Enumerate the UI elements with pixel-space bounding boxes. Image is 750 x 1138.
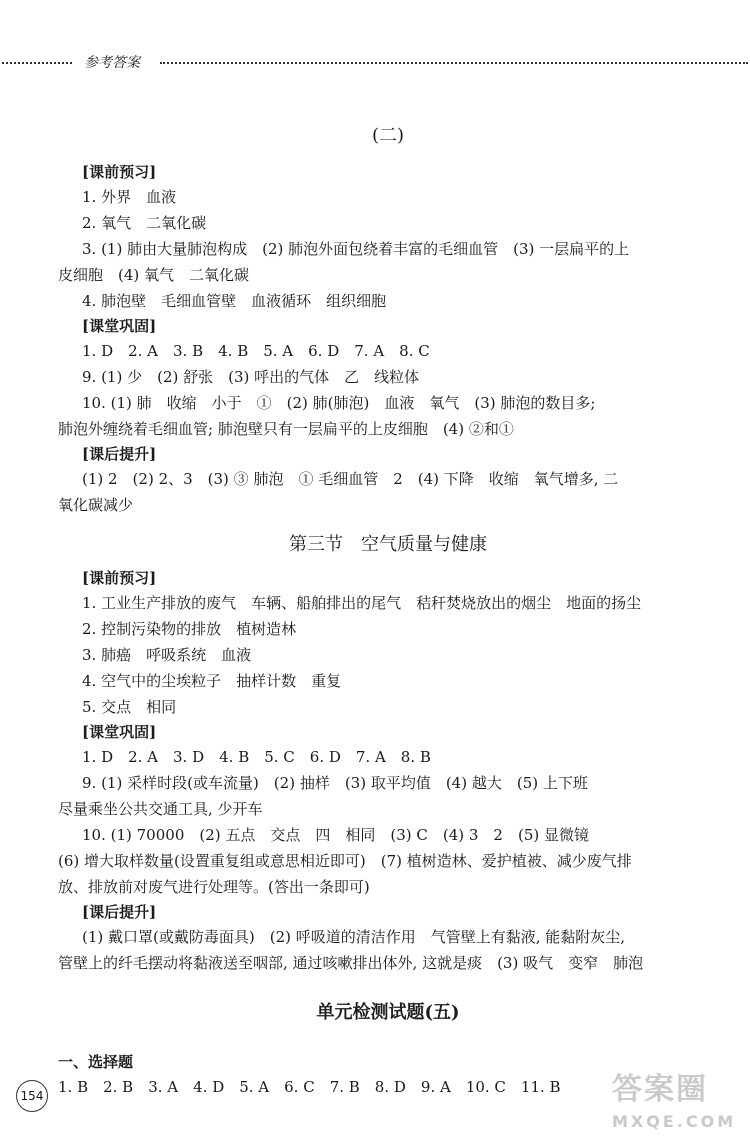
section-3-title: 第三节 空气质量与健康 [289, 534, 487, 555]
answer-line: 尽量乘坐公共交通工具, 少开车 [58, 800, 263, 818]
answer-line: 4. 肺泡壁 毛细血管壁 血液循环 组织细胞 [82, 292, 387, 310]
answer-line: 9. (1) 采样时段(或车流量) (2) 抽样 (3) 取平均值 (4) 越大 (5) 上下班 [82, 774, 588, 792]
answer-line: 10. (1) 肺 收缩 小于 ① (2) 肺(肺泡) 血液 氧气 (3) 肺泡的数目多; [82, 394, 596, 412]
answer-line: 放、排放前对废气进行处理等。(答出一条即可) [58, 878, 370, 896]
section-2-class-label: [课堂巩固] [82, 317, 157, 335]
answer-line: (6) 增大取样数量(设置重复组或意思相近即可) (7) 植树造林、爱护植被、减少废气排 [58, 852, 632, 870]
answer-line: 9. (1) 少 (2) 舒张 (3) 呼出的气体 乙 线粒体 [82, 368, 420, 386]
unit-choice-label: 一、选择题 [58, 1053, 134, 1071]
header-dots-left [2, 62, 72, 64]
answer-line: 2. 氧气 二氧化碳 [82, 214, 207, 232]
section-3-class-label: [课堂巩固] [82, 723, 157, 741]
section-2-post-label: [课后提升] [82, 445, 157, 463]
header-title: 参考答案 [84, 55, 140, 71]
answer-line: 1. 工业生产排放的废气 车辆、船舶排出的尾气 秸秆焚烧放出的烟尘 地面的扬尘 [82, 594, 642, 612]
section-3-post-label: [课后提升] [82, 903, 157, 921]
answer-line: 管壁上的纤毛摆动将黏液送至咽部, 通过咳嗽排出体外, 这就是痰 (3) 吸气 变窄 肺泡 [58, 954, 644, 972]
answer-line: 5. 交点 相同 [82, 698, 177, 716]
watermark-sub: MXQE.COM [612, 1112, 737, 1131]
header-dots-right [160, 62, 748, 64]
answer-line: 3. (1) 肺由大量肺泡构成 (2) 肺泡外面包绕着丰富的毛细血管 (3) 一层扁平的上 [82, 240, 630, 258]
unit-test-title: 单元检测试题(五) [316, 1002, 460, 1023]
watermark-logo [612, 1074, 736, 1138]
answer-line: 皮细胞 (4) 氧气 二氧化碳 [58, 266, 250, 284]
answer-line: 1. D 2. A 3. B 4. B 5. A 6. D 7. A 8. C [82, 342, 430, 360]
answer-line: 1. 外界 血液 [82, 188, 177, 206]
answer-line: 氧化碳减少 [58, 496, 134, 514]
page-number-badge: 154 [16, 1080, 48, 1112]
answer-line: 3. 肺癌 呼吸系统 血液 [82, 646, 252, 664]
answer-line: (1) 2 (2) 2、3 (3) ③ 肺泡 ① 毛细血管 2 (4) 下降 收缩 氧气增多, 二 [82, 470, 619, 488]
watermark-main: 答案圈 [612, 1072, 708, 1107]
page-header [0, 50, 750, 74]
section-2-title: (二) [371, 125, 405, 146]
answer-line: 4. 空气中的尘埃粒子 抽样计数 重复 [82, 672, 342, 690]
section-2-pre-label: [课前预习] [82, 163, 157, 181]
answer-line: 1. B 2. B 3. A 4. D 5. A 6. C 7. B 8. D 9. A 10. C 11. B [58, 1078, 561, 1096]
answer-line: (1) 戴口罩(或戴防毒面具) (2) 呼吸道的清洁作用 气管壁上有黏液, 能黏附灰尘, [82, 928, 626, 946]
answer-line: 2. 控制污染物的排放 植树造林 [82, 620, 297, 638]
answer-line: 10. (1) 70000 (2) 五点 交点 四 相同 (3) C (4) 3 2 (5) 显微镜 [82, 826, 589, 844]
page-content [58, 122, 718, 1100]
answer-line: 肺泡外缠绕着毛细血管; 肺泡壁只有一层扁平的上皮细胞 (4) ②和① [58, 420, 514, 438]
section-3-pre-label: [课前预习] [82, 569, 157, 587]
answer-line: 1. D 2. A 3. D 4. B 5. C 6. D 7. A 8. B [82, 748, 431, 766]
